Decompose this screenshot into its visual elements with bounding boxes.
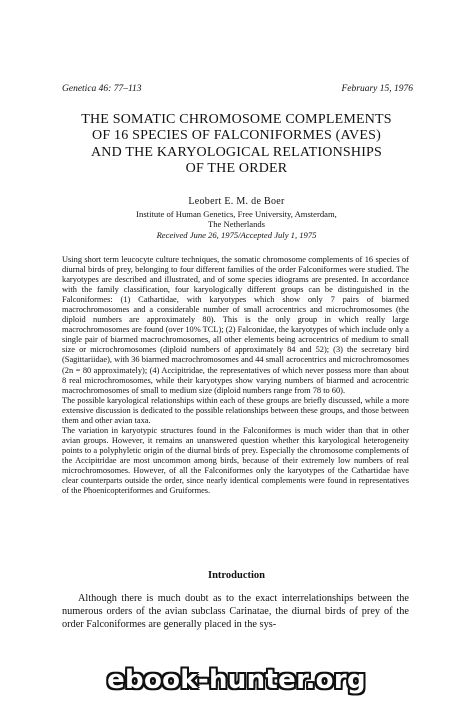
abstract-paragraph: Using short term leucocyte culture techniques, the somatic chromosome complements of 16 species of diurnal birds of prey, belonging to four different families of the order Falconiformes were studied. The karyotypes are described and illustrated, and of some species idiograms are presented. In accordance with the family classification, four karyologically different groups can be distinguished in the Falconiformes: (1) Cathartidae, with karyotypes which show only 7 pairs of biarmed macrochromosomes and a considerable number of small acrocentrics and microchromosomes (the diploid numbers are approximately 80). This is the only group in which really large macrochromosomes are found (over 10% TCL); (2) Falconidae, the karyotypes of which include only a single pair of biarmed macrochromosomes, all other elements being acrocentrics of medium to small size or microchromosomes (diploid numbers of approximately 84 and 52); (3) the secretary bird (Sagittariidae), with 36 biarmed macrochromosomes and 44 small acrocentrics and microchromosomes (2n = 80 approximately); (4) Accipitridae, the representatives of which never possess more than about 8 real microchromosomes, while their karyotypes show varying numbers of biarmed and acrocentric macrochromosomes of small to medium size (diploid numbers range from 78 to 60). (62, 255, 409, 395)
title-line: OF THE ORDER (185, 160, 288, 176)
section-heading-introduction: Introduction (208, 570, 265, 581)
received-accepted-dates: Received June 26, 1975/Accepted July 1, 1975 (156, 229, 317, 240)
abstract-paragraph: The possible karyological relationships within each of these groups are briefly discussed, while a more extensive discussion is dedicated to the possible relationships between these groups, and those between them and other avian taxa. (62, 395, 409, 425)
title-line: THE SOMATIC CHROMOSOME COMPLEMENTS (81, 112, 392, 127)
affiliation-line: Institute of Human Genetics, Free University, Amsterdam, (136, 209, 337, 219)
introduction-paragraph: Although there is much doubt as to the exact interrelationships between the numerous orders of the avian subclass Carinatae, the diurnal birds of prey of the order Falconiformes are generally placed in the sys- (62, 593, 409, 631)
running-header (62, 84, 413, 94)
title-line: OF 16 SPECIES OF FALCONIFORMES (AVES) (92, 128, 381, 144)
publication-date: February 15, 1976 (341, 84, 413, 94)
affiliation-country: The Netherlands (207, 219, 266, 230)
title-line: AND THE KARYOLOGICAL RELATIONSHIPS (90, 144, 383, 160)
paper-title (40, 112, 433, 177)
author-name: Leobert E. M. de Boer (188, 196, 285, 207)
watermark-logo: ebook-hunter.org (107, 665, 366, 695)
abstract-paragraph: The variation in karyotypic structures found in the Falconiformes is much wider than that in other avian groups. However, it remains an unanswered question whether this karyological heterogeneity points to a polyphyletic origin of the diurnal birds of prey. Especially the chromosome complements of the Accipitridae are most uncommon among birds, because of their extremely low numbers of real microchromosomes. However, of all the Falconiformes only the karyotypes of the Cathartidae have clear counterparts outside the order, since nearly identical complements were found in representatives of the Phoenicopteriformes and Gruiformes. (62, 425, 409, 496)
journal-citation: Genetica 46: 77–113 (62, 84, 142, 94)
affiliation-block (40, 209, 433, 240)
abstract (62, 255, 409, 496)
